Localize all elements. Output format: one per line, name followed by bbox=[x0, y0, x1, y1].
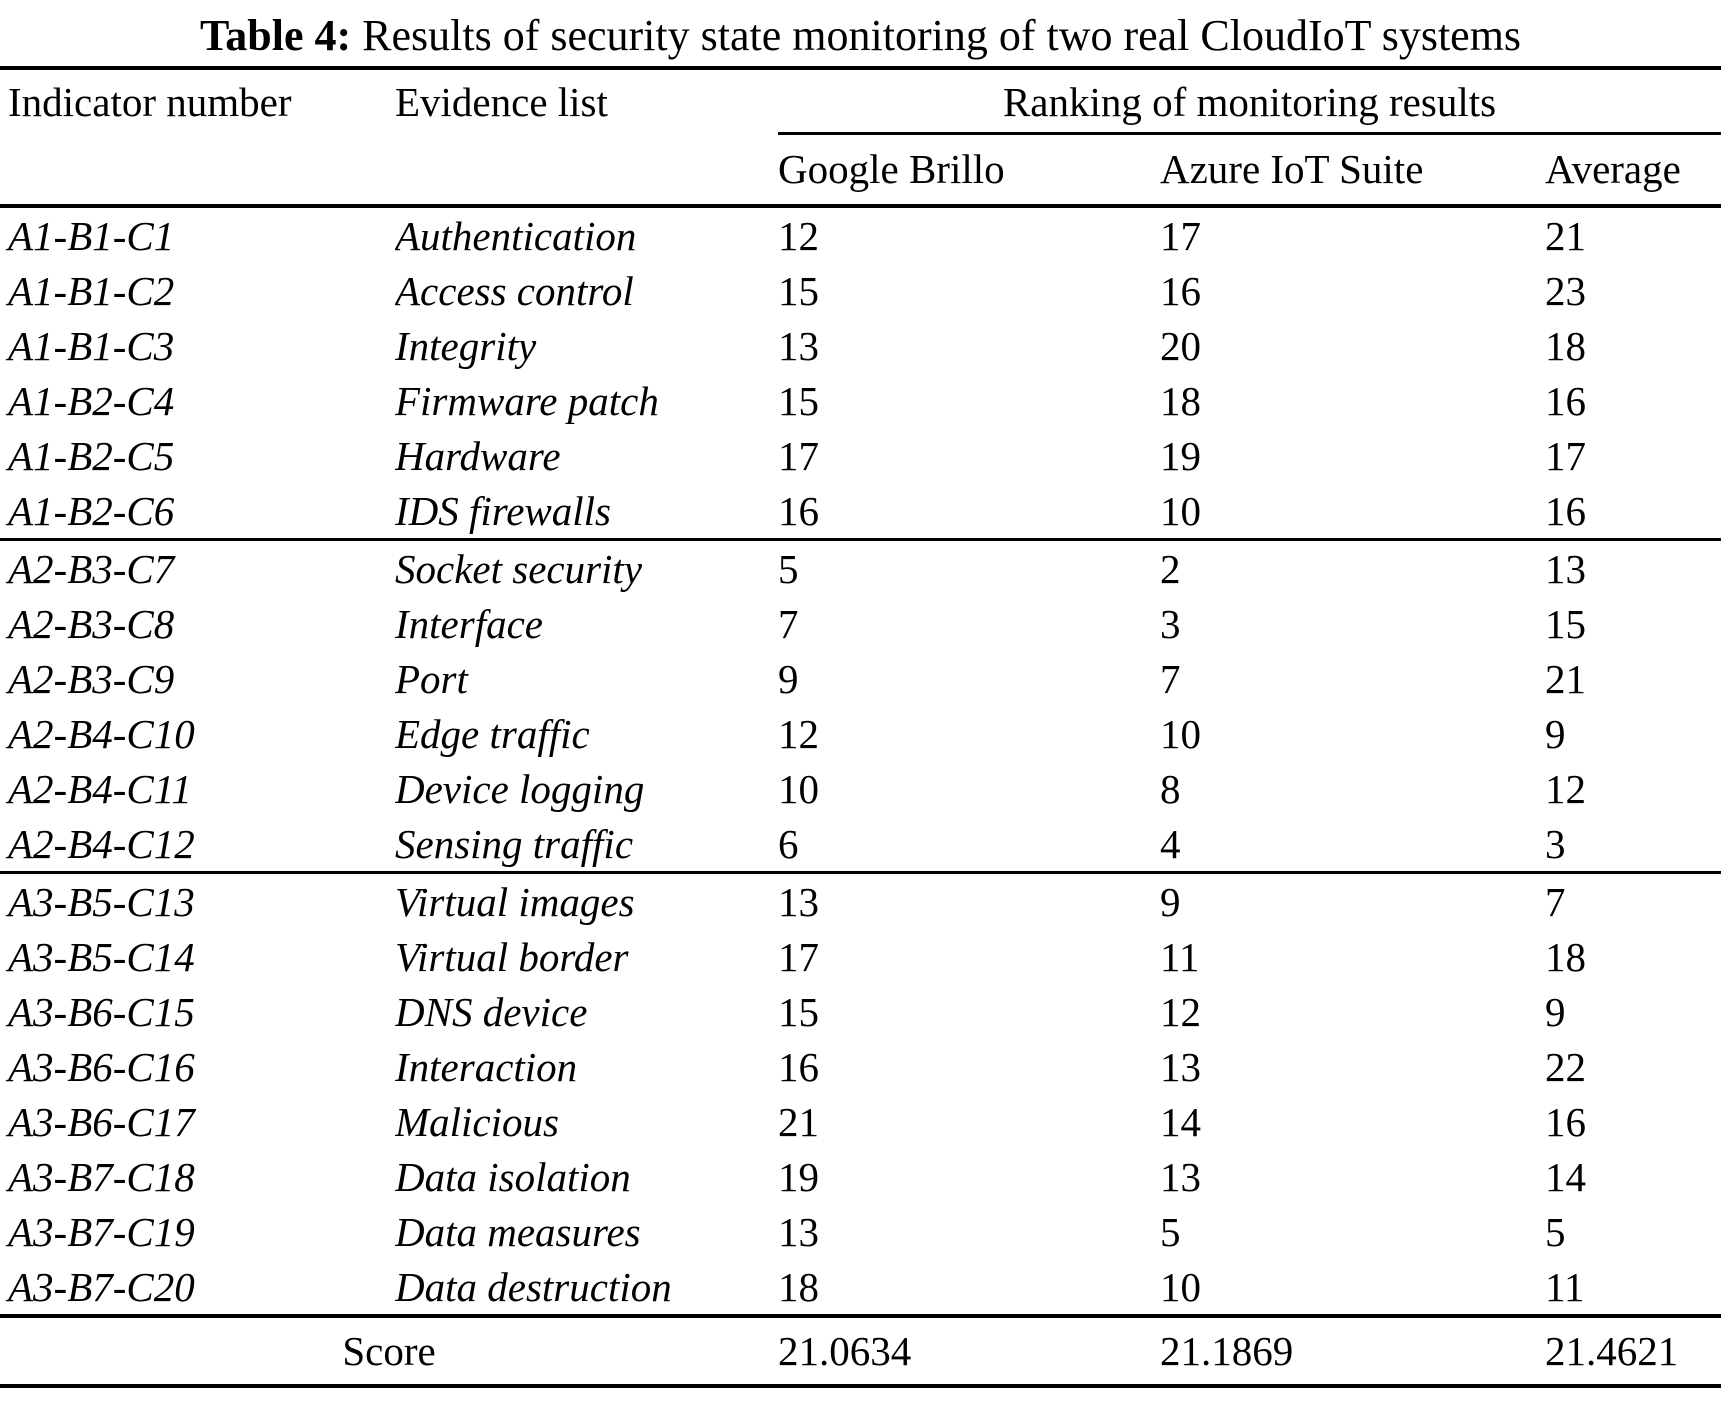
evidence-cell: Data measures bbox=[395, 1208, 641, 1255]
azure-iot-suite-cell: 14 bbox=[1160, 1098, 1201, 1145]
evidence-cell: Data isolation bbox=[395, 1153, 631, 1200]
table-row bbox=[0, 263, 1721, 318]
google-brillo-cell: 21 bbox=[778, 1098, 819, 1145]
evidence-cell: Authentication bbox=[395, 212, 637, 259]
evidence-cell: Port bbox=[395, 655, 468, 702]
col-header-indicator-number: Indicator number bbox=[0, 68, 395, 206]
evidence-cell: Virtual images bbox=[395, 873, 778, 930]
average-cell: 13 bbox=[1545, 540, 1721, 597]
average-cell: 18 bbox=[1545, 322, 1586, 369]
average-cell: 17 bbox=[1545, 432, 1586, 479]
indicator-cell: A2-B3-C8 bbox=[8, 600, 175, 647]
azure-iot-suite-cell: 2 bbox=[1160, 540, 1545, 597]
average-cell: 22 bbox=[1545, 1043, 1586, 1090]
azure-iot-suite-cell: 4 bbox=[1160, 820, 1181, 867]
table-row bbox=[0, 483, 1721, 540]
table-row bbox=[0, 1204, 1721, 1259]
col-header-evidence-list: Evidence list bbox=[395, 68, 778, 206]
google-brillo-cell: 19 bbox=[778, 1153, 819, 1200]
azure-iot-suite-cell: 5 bbox=[1160, 1208, 1181, 1255]
indicator-cell: A2-B3-C9 bbox=[8, 655, 175, 702]
average-cell: 21 bbox=[1545, 212, 1586, 259]
evidence-cell: DNS device bbox=[395, 988, 588, 1035]
average-cell: 7 bbox=[1545, 873, 1721, 930]
evidence-cell: Virtual border bbox=[395, 933, 629, 980]
indicator-cell: A2-B3-C7 bbox=[0, 540, 395, 597]
average-cell: 9 bbox=[1545, 710, 1566, 757]
indicator-cell: A2-B4-C10 bbox=[8, 710, 195, 757]
indicator-cell: A3-B6-C15 bbox=[8, 988, 195, 1035]
col-header-google-brillo: Google Brillo bbox=[778, 133, 1160, 206]
col-header-azure-iot-suite: Azure IoT Suite bbox=[1160, 133, 1545, 206]
azure-iot-suite-cell: 17 bbox=[1160, 212, 1201, 259]
indicator-cell: A3-B7-C18 bbox=[8, 1153, 195, 1200]
azure-iot-suite-cell: 18 bbox=[1160, 377, 1201, 424]
azure-iot-suite-cell: 12 bbox=[1160, 988, 1201, 1035]
score-label: Score bbox=[0, 1316, 778, 1386]
table-row bbox=[0, 706, 1721, 761]
google-brillo-cell: 6 bbox=[778, 820, 799, 867]
evidence-cell: Hardware bbox=[395, 432, 561, 479]
score-row bbox=[0, 1316, 1721, 1386]
table-row bbox=[0, 984, 1721, 1039]
average-cell: 12 bbox=[1545, 765, 1586, 812]
average-cell: 23 bbox=[1545, 267, 1586, 314]
table-row bbox=[0, 206, 1721, 263]
google-brillo-cell: 15 bbox=[778, 267, 819, 314]
azure-iot-suite-cell: 10 bbox=[1160, 1263, 1201, 1310]
table-row bbox=[0, 596, 1721, 651]
table-row bbox=[0, 651, 1721, 706]
google-brillo-cell: 9 bbox=[778, 655, 799, 702]
table-row bbox=[0, 761, 1721, 816]
table-caption bbox=[0, 0, 1721, 66]
evidence-cell: Socket security bbox=[395, 540, 778, 597]
google-brillo-cell: 12 bbox=[778, 710, 819, 757]
azure-iot-suite-cell: 19 bbox=[1160, 432, 1201, 479]
table-caption-text: Results of security state monitoring of two real CloudIoT systems bbox=[362, 11, 1522, 60]
average-cell: 16 bbox=[1545, 487, 1586, 534]
google-brillo-cell: 5 bbox=[778, 540, 1160, 597]
table-footer bbox=[0, 1316, 1721, 1386]
evidence-cell: Access control bbox=[395, 267, 634, 314]
azure-iot-suite-cell: 10 bbox=[1160, 487, 1201, 534]
header-row-top bbox=[0, 68, 1721, 133]
evidence-cell: Edge traffic bbox=[395, 710, 590, 757]
indicator-cell: A1-B1-C1 bbox=[8, 212, 175, 259]
table-row bbox=[0, 373, 1721, 428]
table-row bbox=[0, 428, 1721, 483]
google-brillo-cell: 13 bbox=[778, 873, 1160, 930]
azure-iot-suite-cell: 11 bbox=[1160, 933, 1200, 980]
table-header bbox=[0, 68, 1721, 206]
average-cell: 11 bbox=[1545, 1263, 1585, 1310]
score-azure-iot-suite: 21.1869 bbox=[1160, 1316, 1545, 1386]
table-row bbox=[0, 1039, 1721, 1094]
google-brillo-cell: 16 bbox=[778, 1043, 819, 1090]
google-brillo-cell: 13 bbox=[778, 1208, 819, 1255]
indicator-cell: A3-B5-C13 bbox=[0, 873, 395, 930]
indicator-cell: A1-B2-C6 bbox=[8, 487, 175, 534]
evidence-cell: Data destruction bbox=[395, 1263, 672, 1310]
google-brillo-cell: 15 bbox=[778, 377, 819, 424]
evidence-cell: Sensing traffic bbox=[395, 820, 634, 867]
average-cell: 15 bbox=[1545, 600, 1586, 647]
table-row bbox=[0, 318, 1721, 373]
table-row bbox=[0, 929, 1721, 984]
google-brillo-cell: 18 bbox=[778, 1263, 819, 1310]
evidence-cell: Interaction bbox=[395, 1043, 578, 1090]
evidence-cell: Interface bbox=[395, 600, 543, 647]
average-cell: 14 bbox=[1545, 1153, 1586, 1200]
score-average: 21.4621 bbox=[1545, 1316, 1721, 1386]
google-brillo-cell: 17 bbox=[778, 432, 819, 479]
azure-iot-suite-cell: 13 bbox=[1160, 1043, 1201, 1090]
azure-iot-suite-cell: 20 bbox=[1160, 322, 1201, 369]
evidence-cell: Device logging bbox=[395, 765, 645, 812]
results-table bbox=[0, 66, 1721, 1388]
average-cell: 9 bbox=[1545, 988, 1566, 1035]
indicator-cell: A3-B6-C16 bbox=[8, 1043, 195, 1090]
google-brillo-cell: 15 bbox=[778, 988, 819, 1035]
evidence-cell: Malicious bbox=[395, 1098, 559, 1145]
table-row bbox=[0, 540, 1721, 597]
evidence-cell: Firmware patch bbox=[395, 377, 659, 424]
azure-iot-suite-cell: 9 bbox=[1160, 873, 1545, 930]
average-cell: 16 bbox=[1545, 1098, 1586, 1145]
average-cell: 16 bbox=[1545, 377, 1586, 424]
google-brillo-cell: 16 bbox=[778, 487, 819, 534]
azure-iot-suite-cell: 8 bbox=[1160, 765, 1181, 812]
evidence-cell: Integrity bbox=[395, 322, 537, 369]
indicator-cell: A1-B1-C3 bbox=[8, 322, 175, 369]
table-row bbox=[0, 1149, 1721, 1204]
evidence-cell: IDS firewalls bbox=[395, 487, 612, 534]
table-row bbox=[0, 816, 1721, 873]
table-row bbox=[0, 1094, 1721, 1149]
col-group-header-ranking: Ranking of monitoring results bbox=[778, 68, 1721, 133]
indicator-cell: A3-B5-C14 bbox=[8, 933, 195, 980]
indicator-cell: A3-B6-C17 bbox=[8, 1098, 195, 1145]
table-caption-label: Table 4: bbox=[199, 11, 352, 60]
azure-iot-suite-cell: 10 bbox=[1160, 710, 1201, 757]
google-brillo-cell: 10 bbox=[778, 765, 819, 812]
azure-iot-suite-cell: 3 bbox=[1160, 600, 1181, 647]
azure-iot-suite-cell: 16 bbox=[1160, 267, 1201, 314]
azure-iot-suite-cell: 7 bbox=[1160, 655, 1181, 702]
average-cell: 18 bbox=[1545, 933, 1586, 980]
indicator-cell: A1-B1-C2 bbox=[8, 267, 175, 314]
indicator-cell: A3-B7-C20 bbox=[8, 1263, 195, 1310]
table-body bbox=[0, 206, 1721, 1316]
average-cell: 21 bbox=[1545, 655, 1586, 702]
score-google-brillo: 21.0634 bbox=[778, 1316, 1160, 1386]
table-row bbox=[0, 873, 1721, 930]
indicator-cell: A3-B7-C19 bbox=[8, 1208, 195, 1255]
average-cell: 3 bbox=[1545, 820, 1566, 867]
indicator-cell: A1-B2-C5 bbox=[8, 432, 175, 479]
azure-iot-suite-cell: 13 bbox=[1160, 1153, 1201, 1200]
indicator-cell: A2-B4-C11 bbox=[8, 765, 192, 812]
col-header-average: Average bbox=[1545, 133, 1721, 206]
google-brillo-cell: 12 bbox=[778, 212, 819, 259]
average-cell: 5 bbox=[1545, 1208, 1566, 1255]
google-brillo-cell: 17 bbox=[778, 933, 819, 980]
indicator-cell: A2-B4-C12 bbox=[8, 820, 195, 867]
google-brillo-cell: 7 bbox=[778, 600, 799, 647]
google-brillo-cell: 13 bbox=[778, 322, 819, 369]
table-row bbox=[0, 1259, 1721, 1316]
indicator-cell: A1-B2-C4 bbox=[8, 377, 175, 424]
